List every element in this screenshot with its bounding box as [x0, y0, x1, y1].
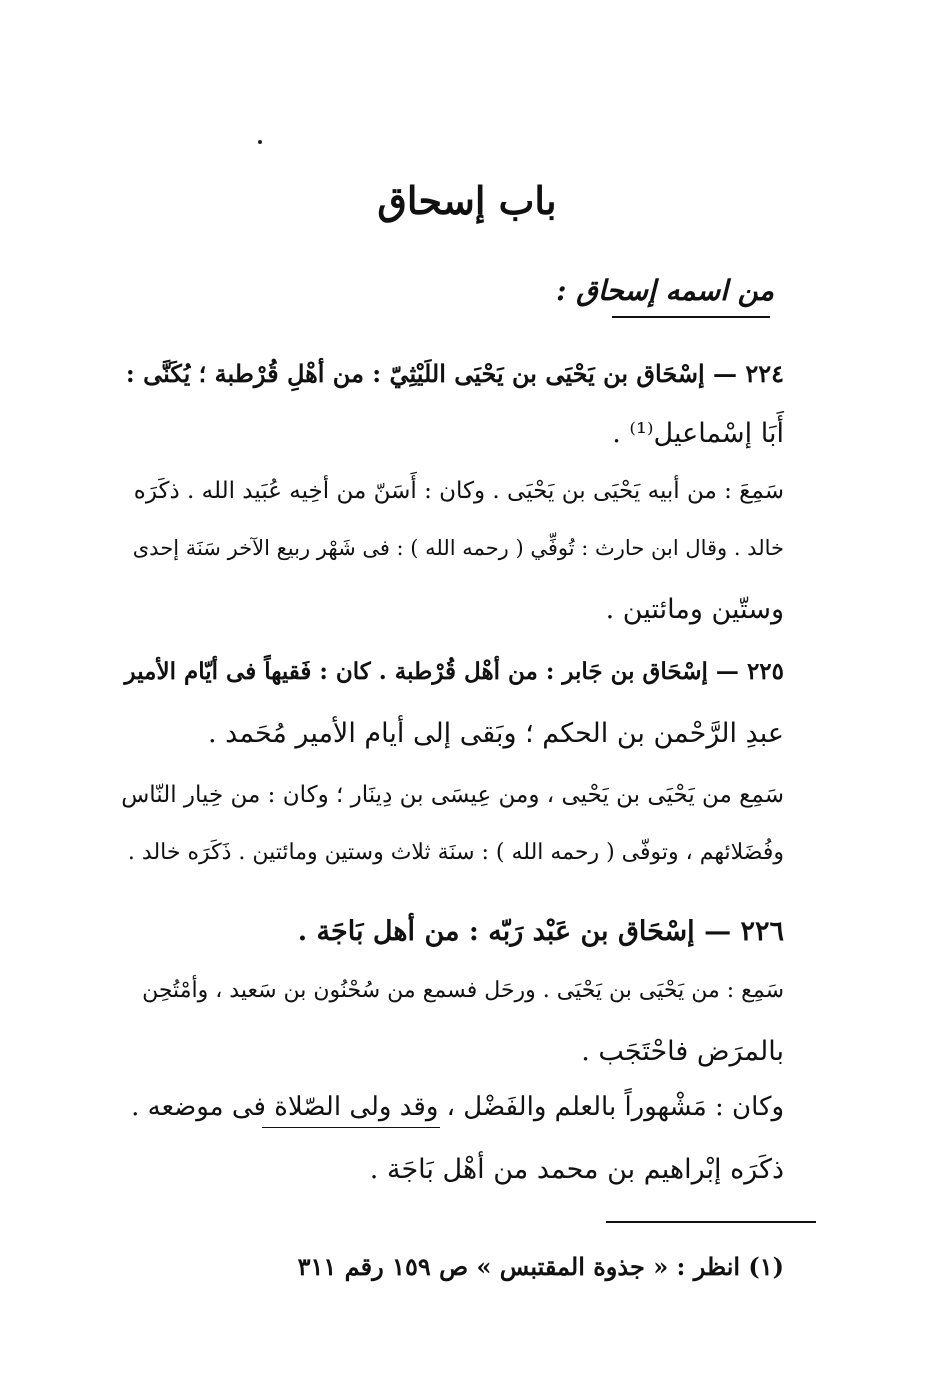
entry-224-line-1: ٢٢٤ — إسْحَاق بن يَحْيَى بن يَحْيَى اللَيْثِيّ : من أهْلِ قُرْطبة ؛ يُكَنَّى :	[125, 359, 784, 388]
entry-226-line-3: بالمرَض فاحْتَجَب .	[581, 1036, 784, 1067]
entry-224-line-2: أَبَا إسْماعيل⁽¹⁾ .	[612, 418, 784, 449]
footnote-separator	[606, 1221, 816, 1223]
entry-224-line-3: سَمِعَ : من أبيه يَحْيَى بن يَحْيَى . وكان : أَسَنّ من أخِيه عُبَيد الله . ذكَرَه	[133, 478, 784, 504]
entry-224-line-4: خالد . وقال ابن حارث : تُوفِّي ( رحمه الله ) : فى شَهْر ربيع الآخر سَنَة إحدى	[132, 536, 784, 560]
handwritten-underline	[262, 1127, 440, 1128]
entry-225-line-3: سَمِع من يَحْيَى بن يَحْيى ، ومن عِيسَى بن دِينَار ؛ وكان : من خِيار النّاس	[121, 782, 784, 808]
chapter-title: باب إسحاق	[377, 178, 557, 223]
entry-225-line-4: وفُضَلائهم ، وتوفّى ( رحمه الله ) : سنَة ثلاث وستين ومائتين . ذَكَرَه خالد .	[127, 840, 784, 865]
entry-226-line-2: سَمِع : من يَحْيَى بن يَحْيَى . ورحَل فسمع من سُحْنُون بن سَعيد ، وأمْتُحِن	[142, 978, 784, 1003]
entry-224-line-5: وستّين ومائتين .	[605, 594, 784, 625]
entry-225-line-1: ٢٢٥ — إسْحَاق بن جَابر : من أهْل قُرْطبة . كان : فَقيهاً فى أيّام الأمير	[124, 658, 784, 685]
footnote: (١) انظر : « جذوة المقتبس » ص ١٥٩ رقم ٣١١	[297, 1252, 784, 1281]
entry-225-line-2: عبدِ الرَّحْمن بن الحكم ؛ وبَقى إلى أيام الأمير مُحَمد .	[208, 718, 784, 749]
entry-226-line-1: ٢٢٦ — إسْحَاق بن عَبْد رَبّه : من أهل بَاجَة .	[297, 916, 784, 947]
section-subheading: من اسمه إسحاق :	[556, 274, 774, 307]
ink-speck	[258, 140, 262, 144]
entry-226-line-4: وكان : مَشْهوراً بالعلم والفَضْل ، وقد ولى الصّلاة فى موضعه .	[131, 1092, 784, 1122]
entry-226-line-5: ذكَرَه إبْراهيم بن محمد من أهْل بَاجَة .	[369, 1154, 784, 1185]
subheading-underline	[612, 316, 770, 318]
